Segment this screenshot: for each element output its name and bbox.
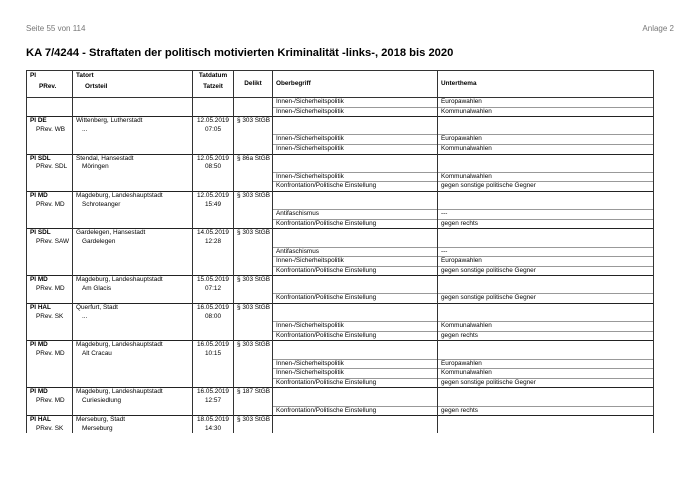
cell-prev: PRev. MD [27,285,73,294]
cell-tatort [73,406,193,416]
cell-unterthema: Europawahlen [438,135,654,145]
cell-tatdatum: 12.05.2019 [193,191,234,200]
col-header-oberbegriff-label: Oberbegriff [276,79,311,87]
cell-delikt [234,285,273,294]
cell-oberbegriff: Antifaschismus [273,247,438,257]
cell-unterthema [438,229,654,238]
table-subrow [27,210,654,220]
cell-ortsteil: Alt Cracau [73,350,193,359]
table-subrow [27,107,654,117]
cell-unterthema: Kommunalwahlen [438,172,654,182]
cell-unterthema: gegen sonstige politische Gegner [438,182,654,192]
table-row [27,388,654,397]
cell-tatdatum [193,219,234,229]
cell-oberbegriff [273,163,438,172]
cell-unterthema: Kommunalwahlen [438,369,654,379]
cell-pi [27,378,73,388]
cell-tatort: Gardelegen, Hansestadt [73,229,193,238]
cell-prev: PRev. MD [27,397,73,406]
cell-oberbegriff [273,201,438,210]
table-header-row [27,71,654,98]
cell-ortsteil: ... [73,126,193,135]
table-subrow [27,406,654,416]
cell-pi [27,406,73,416]
cell-tatort [73,322,193,332]
cell-unterthema [438,416,654,425]
cell-tatdatum [193,257,234,267]
cell-delikt [234,257,273,267]
col-header-ortsteil-label: Ortsteil [85,83,108,91]
col-header-unterthema [438,71,654,98]
cell-delikt [234,378,273,388]
cell-pi: PI SDL [27,154,73,163]
cell-prev: PRev. SK [27,313,73,322]
cell-tatdatum [193,210,234,220]
cell-oberbegriff: Innen-/Sicherheitspolitik [273,172,438,182]
cell-oberbegriff [273,154,438,163]
cell-unterthema [438,117,654,126]
cell-oberbegriff: Innen-/Sicherheitspolitik [273,107,438,117]
cell-delikt [234,201,273,210]
cell-tatdatum: 18.05.2019 [193,416,234,425]
cell-tatdatum: 12.05.2019 [193,117,234,126]
cell-tatdatum [193,322,234,332]
cell-tatort [73,378,193,388]
cell-tatdatum [193,359,234,369]
cell-tatdatum: 14.05.2019 [193,229,234,238]
cell-unterthema: Kommunalwahlen [438,144,654,154]
cell-tatzeit: 07:12 [193,285,234,294]
cell-tatort: Magdeburg, Landeshauptstadt [73,341,193,350]
col-header-pi [27,71,73,98]
cell-tatdatum [193,135,234,145]
cell-delikt [234,219,273,229]
cell-unterthema [438,350,654,359]
table-row [27,238,654,247]
cell-delikt: § 303 StGB [234,276,273,285]
cell-unterthema: Kommunalwahlen [438,107,654,117]
cell-delikt [234,135,273,145]
cell-unterthema [438,397,654,406]
cell-oberbegriff: Konfrontation/Politische Einstellung [273,378,438,388]
cell-oberbegriff [273,350,438,359]
cell-pi [27,247,73,257]
cell-ortsteil: Am Glacis [73,285,193,294]
cell-pi: PI DE [27,117,73,126]
cell-oberbegriff: Innen-/Sicherheitspolitik [273,98,438,108]
cell-pi: PI MD [27,341,73,350]
cell-pi [27,210,73,220]
cell-delikt [234,98,273,108]
cell-tatort [73,369,193,379]
col-header-pi-label: PI [30,72,37,79]
table-row [27,201,654,210]
cell-oberbegriff: Konfrontation/Politische Einstellung [273,331,438,341]
table-subrow [27,135,654,145]
cell-tatort [73,359,193,369]
table-row [27,397,654,406]
cell-pi: PI HAL [27,304,73,313]
cell-pi [27,98,73,108]
cell-oberbegriff: Innen-/Sicherheitspolitik [273,369,438,379]
cell-oberbegriff [273,388,438,397]
table-subrow [27,294,654,304]
table-subrow [27,182,654,192]
cell-unterthema [438,425,654,434]
table-subrow [27,247,654,257]
cell-delikt: § 303 StGB [234,304,273,313]
cell-tatort: Wittenberg, Lutherstadt [73,117,193,126]
cell-tatort: Magdeburg, Landeshauptstadt [73,276,193,285]
cell-tatort [73,247,193,257]
table-body [27,98,654,434]
cell-pi [27,257,73,267]
cell-pi: PI MD [27,388,73,397]
cell-pi [27,369,73,379]
cell-unterthema: gegen sonstige politische Gegner [438,294,654,304]
cell-tatort [73,135,193,145]
cell-oberbegriff [273,425,438,434]
cell-oberbegriff [273,238,438,247]
cell-delikt [234,322,273,332]
col-header-delikt-label: Delikt [244,79,262,87]
table-row [27,350,654,359]
cell-unterthema [438,388,654,397]
cell-delikt: § 86a StGB [234,154,273,163]
cell-tatdatum [193,107,234,117]
cell-tatzeit: 15:49 [193,201,234,210]
table-row [27,416,654,425]
cell-oberbegriff: Innen-/Sicherheitspolitik [273,322,438,332]
cell-unterthema [438,126,654,135]
cell-delikt [234,210,273,220]
cell-prev: PRev. MD [27,350,73,359]
table-subrow [27,322,654,332]
cell-oberbegriff [273,117,438,126]
cell-oberbegriff: Innen-/Sicherheitspolitik [273,135,438,145]
cell-ortsteil: ... [73,313,193,322]
cell-tatort: Stendal, Hansestadt [73,154,193,163]
table-subrow [27,172,654,182]
cell-delikt [234,163,273,172]
cell-tatzeit: 08:50 [193,163,234,172]
cell-tatort [73,266,193,276]
table-subrow [27,369,654,379]
cell-oberbegriff: Innen-/Sicherheitspolitik [273,359,438,369]
col-header-prev-label: PRev. [39,83,57,91]
cell-tatort [73,331,193,341]
table-row [27,425,654,434]
cell-oberbegriff [273,397,438,406]
annex-label: Anlage 2 [642,24,674,33]
cell-tatzeit: 07:05 [193,126,234,135]
cell-oberbegriff: Konfrontation/Politische Einstellung [273,406,438,416]
offense-table [26,70,654,433]
cell-pi: PI MD [27,276,73,285]
cell-prev: PRev. SK [27,425,73,434]
cell-unterthema [438,191,654,200]
table-row [27,229,654,238]
cell-delikt [234,406,273,416]
cell-oberbegriff [273,304,438,313]
cell-pi [27,219,73,229]
cell-tatort: Querfurt, Stadt [73,304,193,313]
cell-delikt [234,313,273,322]
col-header-tatdatum [193,71,234,98]
table-row [27,191,654,200]
cell-pi [27,331,73,341]
cell-delikt [234,238,273,247]
cell-ortsteil: Merseburg [73,425,193,434]
cell-ortsteil: Curiesiedlung [73,397,193,406]
table-row [27,341,654,350]
cell-unterthema [438,201,654,210]
col-header-tatort [73,71,193,98]
cell-tatdatum [193,331,234,341]
cell-delikt: § 303 StGB [234,117,273,126]
cell-tatort [73,144,193,154]
cell-unterthema: gegen rechts [438,219,654,229]
cell-pi [27,135,73,145]
cell-prev: PRev. SAW [27,238,73,247]
cell-tatort [73,210,193,220]
cell-pi [27,144,73,154]
cell-oberbegriff [273,126,438,135]
table-subrow [27,144,654,154]
cell-prev: PRev. WB [27,126,73,135]
table-row [27,126,654,135]
page-number: Seite 55 von 114 [26,24,86,33]
cell-unterthema: Europawahlen [438,359,654,369]
cell-tatort [73,107,193,117]
cell-pi [27,182,73,192]
cell-tatdatum: 12.05.2019 [193,154,234,163]
cell-delikt [234,331,273,341]
table-row [27,313,654,322]
cell-oberbegriff [273,191,438,200]
cell-oberbegriff: Innen-/Sicherheitspolitik [273,257,438,267]
cell-delikt [234,397,273,406]
table-subrow [27,359,654,369]
cell-tatdatum [193,247,234,257]
cell-tatort: Magdeburg, Landeshauptstadt [73,388,193,397]
table-subrow [27,266,654,276]
cell-unterthema: gegen sonstige politische Gegner [438,266,654,276]
cell-tatdatum: 16.05.2019 [193,388,234,397]
col-header-tatort-label: Tatort [76,72,94,79]
cell-delikt: § 303 StGB [234,416,273,425]
cell-ortsteil: Möringen [73,163,193,172]
cell-unterthema: Europawahlen [438,257,654,267]
cell-unterthema: gegen sonstige politische Gegner [438,378,654,388]
table-row [27,163,654,172]
cell-delikt [234,126,273,135]
cell-unterthema [438,163,654,172]
cell-oberbegriff [273,313,438,322]
cell-tatdatum: 16.05.2019 [193,304,234,313]
cell-delikt: § 303 StGB [234,229,273,238]
cell-delikt [234,425,273,434]
cell-unterthema [438,154,654,163]
cell-delikt [234,172,273,182]
cell-delikt [234,182,273,192]
cell-unterthema: gegen rechts [438,406,654,416]
cell-pi [27,294,73,304]
table-row [27,154,654,163]
cell-tatzeit: 12:57 [193,397,234,406]
cell-oberbegriff: Konfrontation/Politische Einstellung [273,266,438,276]
cell-tatzeit: 08:00 [193,313,234,322]
cell-delikt [234,266,273,276]
cell-tatdatum [193,378,234,388]
cell-delikt [234,247,273,257]
cell-delikt [234,294,273,304]
cell-pi: PI SDL [27,229,73,238]
table-row [27,304,654,313]
cell-delikt: § 303 StGB [234,341,273,350]
col-header-delikt [234,71,273,98]
cell-pi [27,359,73,369]
cell-oberbegriff: Innen-/Sicherheitspolitik [273,144,438,154]
table-subrow [27,378,654,388]
cell-oberbegriff: Konfrontation/Politische Einstellung [273,219,438,229]
cell-tatdatum [193,172,234,182]
cell-unterthema: --- [438,210,654,220]
table-subrow [27,257,654,267]
cell-delikt: § 303 StGB [234,191,273,200]
cell-tatzeit: 10:15 [193,350,234,359]
cell-oberbegriff [273,285,438,294]
cell-tatort [73,294,193,304]
cell-pi [27,322,73,332]
cell-delikt [234,144,273,154]
table-row [27,117,654,126]
cell-pi [27,172,73,182]
cell-tatort [73,98,193,108]
document-title: KA 7/4244 - Straftaten der politisch motivierten Kriminalität -links-, 2018 bis 2020 [26,47,454,59]
col-header-tatzeit-label: Tatzeit [203,83,223,91]
cell-unterthema: --- [438,247,654,257]
col-header-unterthema-label: Unterthema [441,79,477,87]
cell-pi [27,266,73,276]
cell-oberbegriff: Antifaschismus [273,210,438,220]
cell-oberbegriff [273,416,438,425]
cell-tatdatum [193,144,234,154]
cell-pi: PI MD [27,191,73,200]
cell-tatdatum [193,182,234,192]
cell-unterthema [438,238,654,247]
cell-tatzeit: 14:30 [193,425,234,434]
cell-unterthema [438,341,654,350]
cell-oberbegriff [273,276,438,285]
cell-tatdatum [193,98,234,108]
table-row [27,285,654,294]
cell-delikt [234,359,273,369]
table-subrow [27,98,654,108]
cell-delikt [234,107,273,117]
col-header-oberbegriff [273,71,438,98]
cell-delikt: § 187 StGB [234,388,273,397]
cell-tatort: Merseburg, Stadt [73,416,193,425]
table-subrow [27,219,654,229]
cell-unterthema: Europawahlen [438,98,654,108]
cell-tatort: Magdeburg, Landeshauptstadt [73,191,193,200]
cell-ortsteil: Schroteanger [73,201,193,210]
cell-pi: PI HAL [27,416,73,425]
cell-unterthema [438,285,654,294]
cell-oberbegriff [273,341,438,350]
cell-tatzeit: 12:28 [193,238,234,247]
col-header-tatdatum-label: Tatdatum [198,72,228,79]
table-row [27,276,654,285]
cell-tatort [73,172,193,182]
cell-tatdatum [193,294,234,304]
cell-oberbegriff [273,229,438,238]
cell-unterthema [438,304,654,313]
cell-unterthema [438,313,654,322]
cell-tatdatum [193,406,234,416]
cell-prev: PRev. SDL [27,163,73,172]
cell-tatdatum: 15.05.2019 [193,276,234,285]
cell-delikt [234,369,273,379]
cell-unterthema: gegen rechts [438,331,654,341]
cell-unterthema: Kommunalwahlen [438,322,654,332]
cell-tatdatum [193,266,234,276]
cell-tatdatum: 16.05.2019 [193,341,234,350]
cell-tatdatum [193,369,234,379]
cell-oberbegriff: Konfrontation/Politische Einstellung [273,182,438,192]
cell-delikt [234,350,273,359]
cell-ortsteil: Gardelegen [73,238,193,247]
cell-tatort [73,219,193,229]
table-subrow [27,331,654,341]
cell-pi [27,107,73,117]
cell-oberbegriff: Konfrontation/Politische Einstellung [273,294,438,304]
cell-tatort [73,257,193,267]
cell-tatort [73,182,193,192]
cell-unterthema [438,276,654,285]
cell-prev: PRev. MD [27,201,73,210]
